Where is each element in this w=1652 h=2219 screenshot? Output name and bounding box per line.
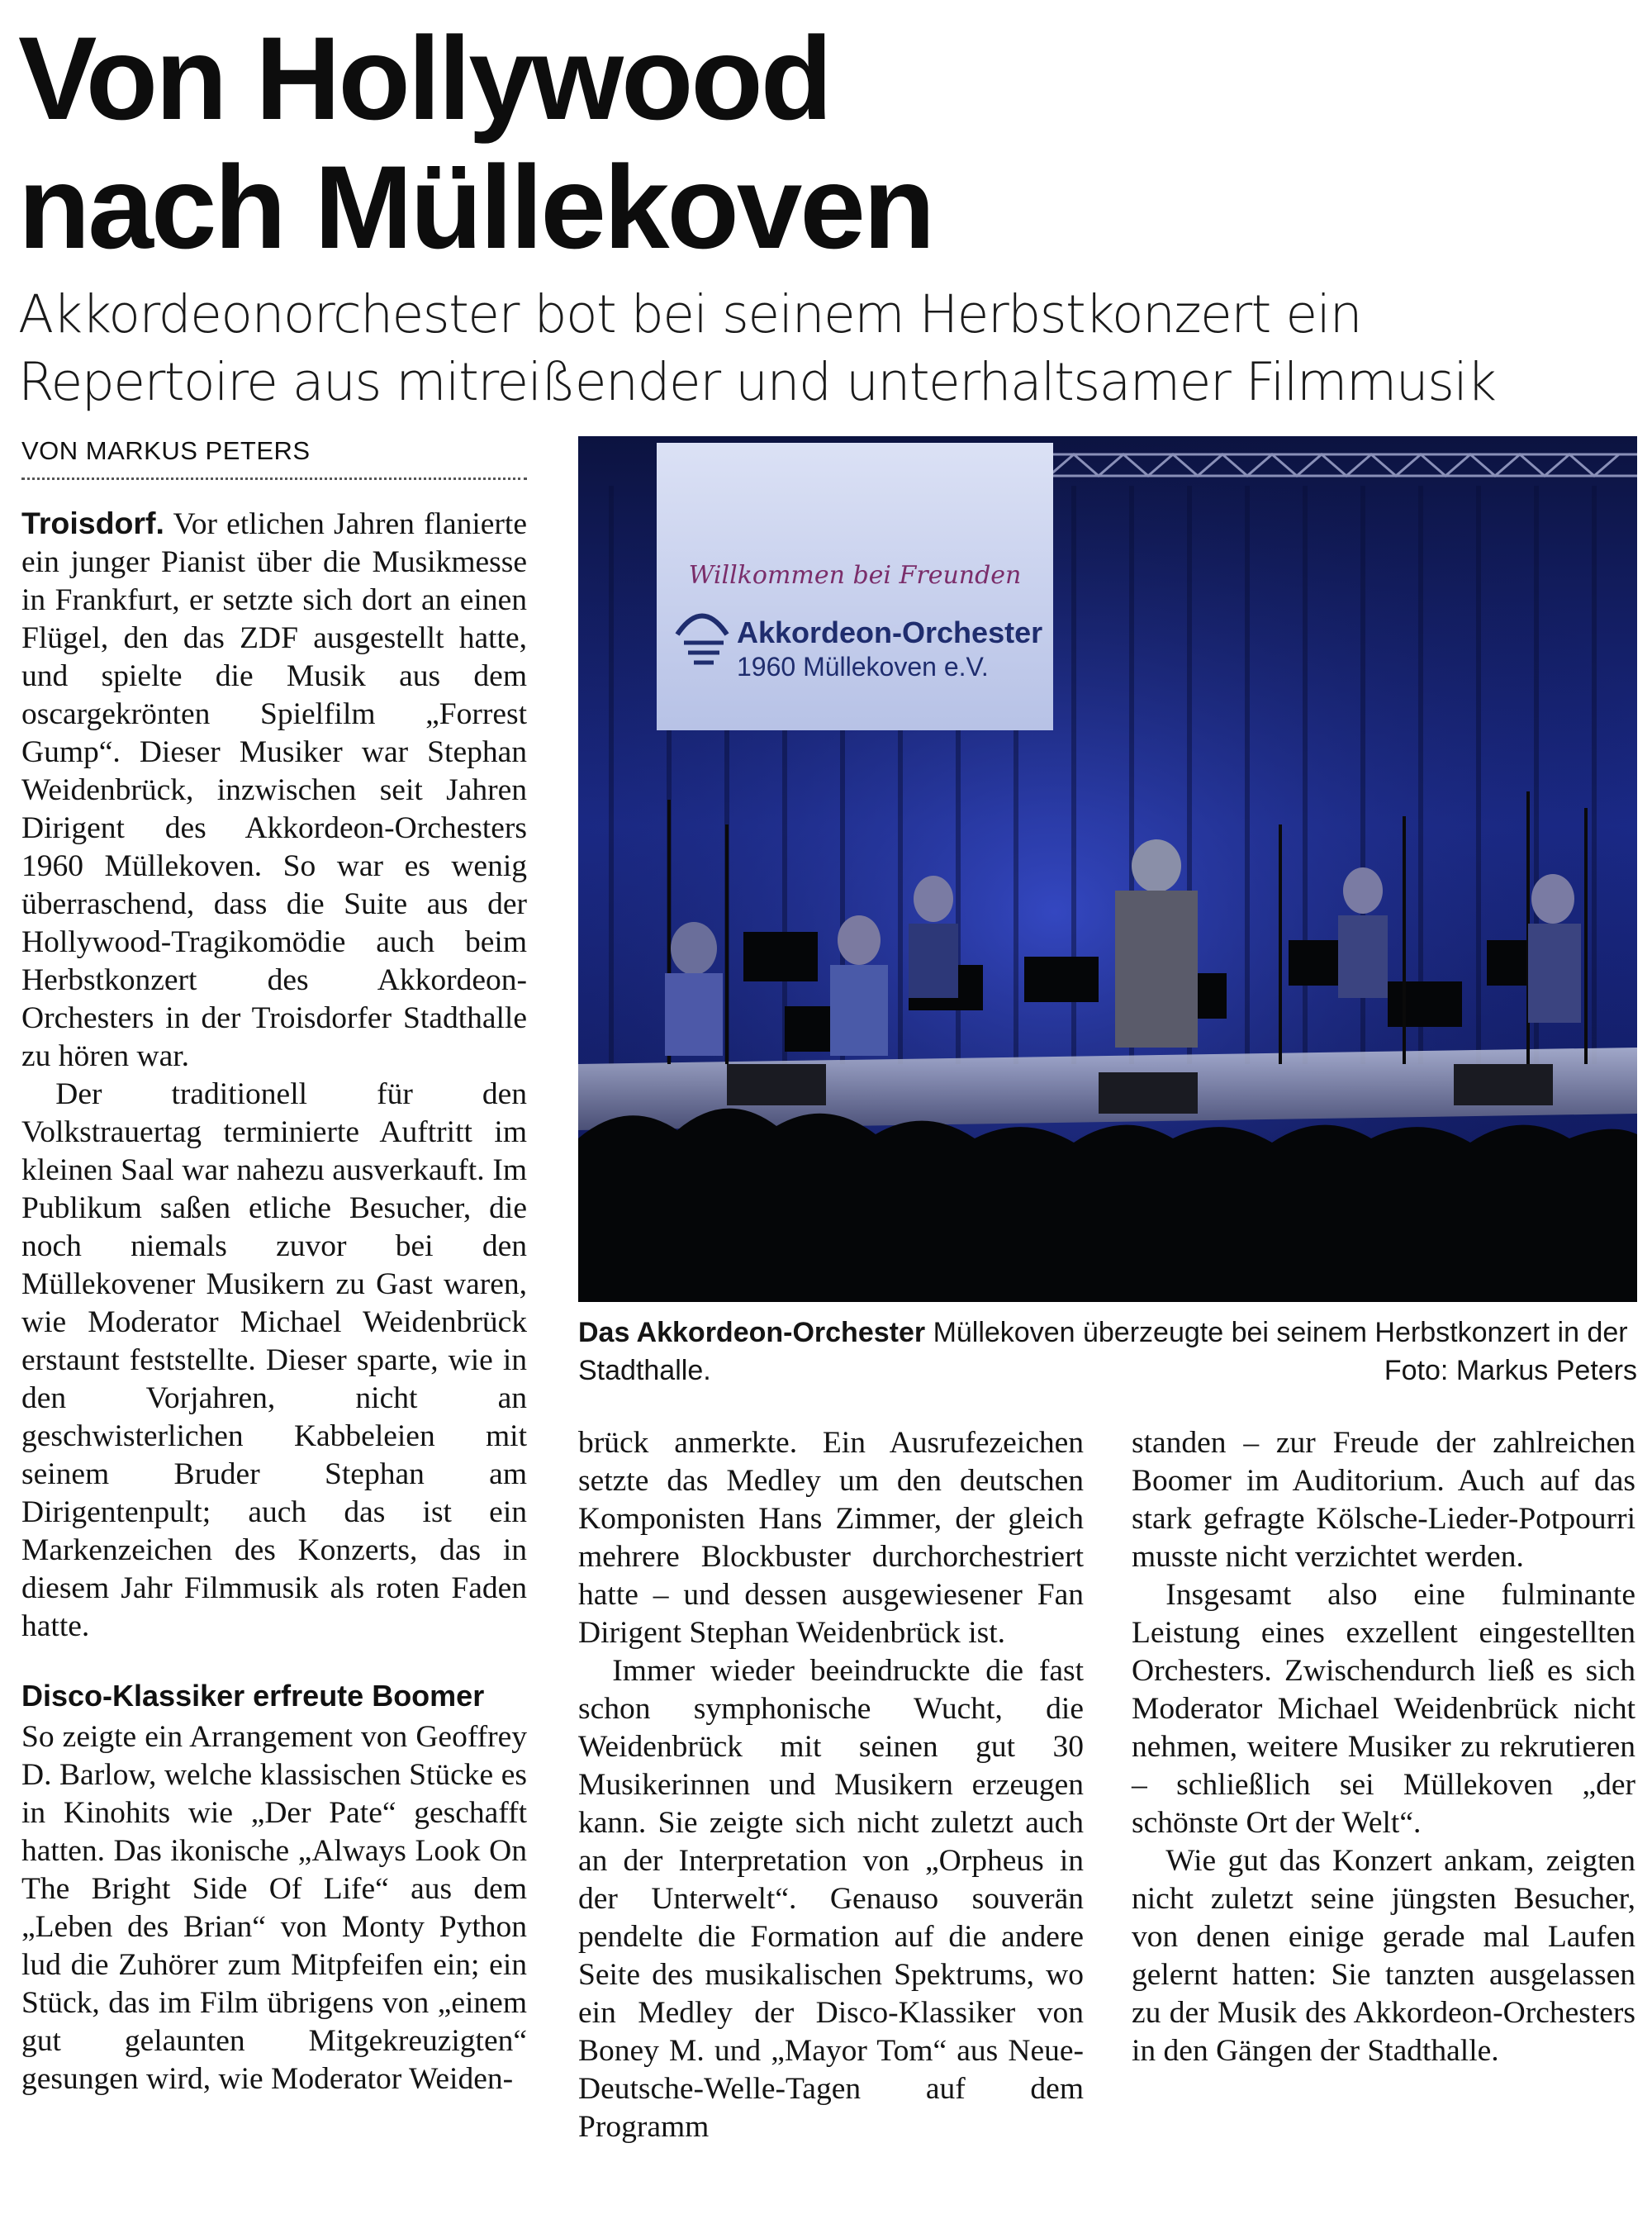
headline [18, 15, 1637, 273]
banner-subtitle-text: 1960 Müllekoven e.V. [737, 652, 989, 682]
article-column-2 [578, 1424, 1084, 2146]
paragraph: Immer wieder beeindruckte die fast schon symphonische Wucht, die Weidenbrück mit seinen gut 30 Musikerinnen und Musikern erzeugen kann. Sie zeigte sich nicht zuletzt auch an der Interpretation von „Orpheus in der Unterwelt“. Genauso souverän pendelte die Formation auf die andere Seite des musikalischen Spektrums, wo ein Medley der Disco-Klassiker von Boney M. und „Mayor Tom“ aus Neue-Deutsche-Welle-Tagen auf dem Programm [578, 1654, 1084, 2144]
caption-text: Müllekoven überzeugte bei seinem Herbstkonzert in der Stadthalle. [578, 1317, 1628, 1386]
byline: VON MARKUS PETERS [21, 436, 527, 480]
photo-credit: Foto: Markus Peters [1384, 1355, 1637, 1386]
subheadline [18, 281, 1637, 416]
subheadline-line-1: Akkordeonorchester bot bei seinem Herbstkonzert ein [18, 284, 1362, 344]
headline-line-2: nach Müllekoven [18, 142, 933, 273]
banner-script-text: Willkommen bei Freunden [688, 561, 1022, 590]
caption-lead: Das Akkordeon-Orchester [578, 1317, 926, 1348]
concert-stage-image [578, 436, 1637, 1302]
dateline: Troisdorf. [21, 506, 164, 540]
article-column-3 [1132, 1424, 1635, 2070]
paragraph: Insgesamt also eine fulminante Leistung eines exzellent eingestellten Orchesters. Zwischendurch ließ es sich Moderator Michael Weidenbrück nicht nehmen, weitere Musiker zu rekrutieren – schließlich sei Müllekoven „der schönste Ort der Welt“. [1132, 1578, 1635, 1840]
article-column-1 [21, 504, 527, 2098]
paragraph: standen – zur Freude der zahlreichen Boomer im Auditorium. Auch auf das stark gefragte Kölsche-Lieder-Potpourri musste nicht verzichtet werden. [1132, 1426, 1635, 1574]
concert-photo [578, 436, 1637, 1302]
subheadline-line-2: Repertoire aus mitreißender und unterhaltsamer Filmmusik [18, 352, 1496, 412]
paragraph: So zeigte ein Arrangement von Geoffrey D. Barlow, welche klassischen Stücke es in Kinohits wie „Der Pate“ geschafft hatten. Das ikonische „Always Look On The Bright Side Of Life“ aus dem „Leben des Brian“ von Monty Python lud die Zuhörer zum Mitpfeifen ein; ein Stück, das im Film übrigens von „einem gut gelaunten Mitgekreuzigten“ gesungen wird, wie Moderator Weiden- [21, 1720, 527, 2096]
headline-line-1: Von Hollywood [18, 13, 831, 145]
paragraph-text: Vor etlichen Jahren flanierte ein junger Pianist über die Musikmesse in Frankfurt, er setzte sich dort an einen Flügel, den das ZDF ausgestellt hatte, und spielte die Musik aus dem oscargekrönten Spielfilm „Forrest Gump“. Dieser Musiker war Stephan Weidenbrück, inzwischen seit Jahren Dirigent des Akkordeon-Orchesters 1960 Müllekoven. So war es wenig überraschend, dass die Suite aus der Hollywood-Tragikomödie auch beim Herbstkonzert des Akkordeon-Orchesters in der Troisdorfer Stadthalle zu hören war. [21, 507, 527, 1073]
section-subheading: Disco-Klassiker erfreute Boomer [21, 1679, 485, 1713]
photo-caption [578, 1314, 1637, 1390]
paragraph [21, 504, 527, 1076]
banner-title-text: Akkordeon-Orchester [737, 615, 1043, 649]
paragraph: Der traditionell für den Volkstrauertag terminierte Auftritt im kleinen Saal war nahezu ausverkauft. Im Publikum saßen etliche Besucher, die noch niemals zuvor bei den Müllekovener Musikern zu Gast waren, wie Moderator Michael Weidenbrück erstaunt feststellte. Dieser sparte, wie in den Vorjahren, nicht an geschwisterlichen Kabbeleien mit seinem Bruder Stephan am Dirigentenpult; auch das ist ein Markenzeichen des Konzerts, das in diesem Jahr Filmmusik als roten Faden hatte. [21, 1077, 527, 1643]
paragraph: brück anmerkte. Ein Ausrufezeichen setzte das Medley um den deutschen Komponisten Hans Zimmer, der gleich mehrere Blockbuster durchorchestriert hatte – und dessen ausgewiesener Fan Dirigent Stephan Weidenbrück ist. [578, 1426, 1084, 1650]
paragraph: Wie gut das Konzert ankam, zeigten nicht zuletzt seine jüngsten Besucher, von denen einige gerade mal Laufen gelernt hatten: Sie tanzten ausgelassen zu der Musik des Akkordeon-Orchesters in den Gängen der Stadthalle. [1132, 1844, 1635, 2068]
